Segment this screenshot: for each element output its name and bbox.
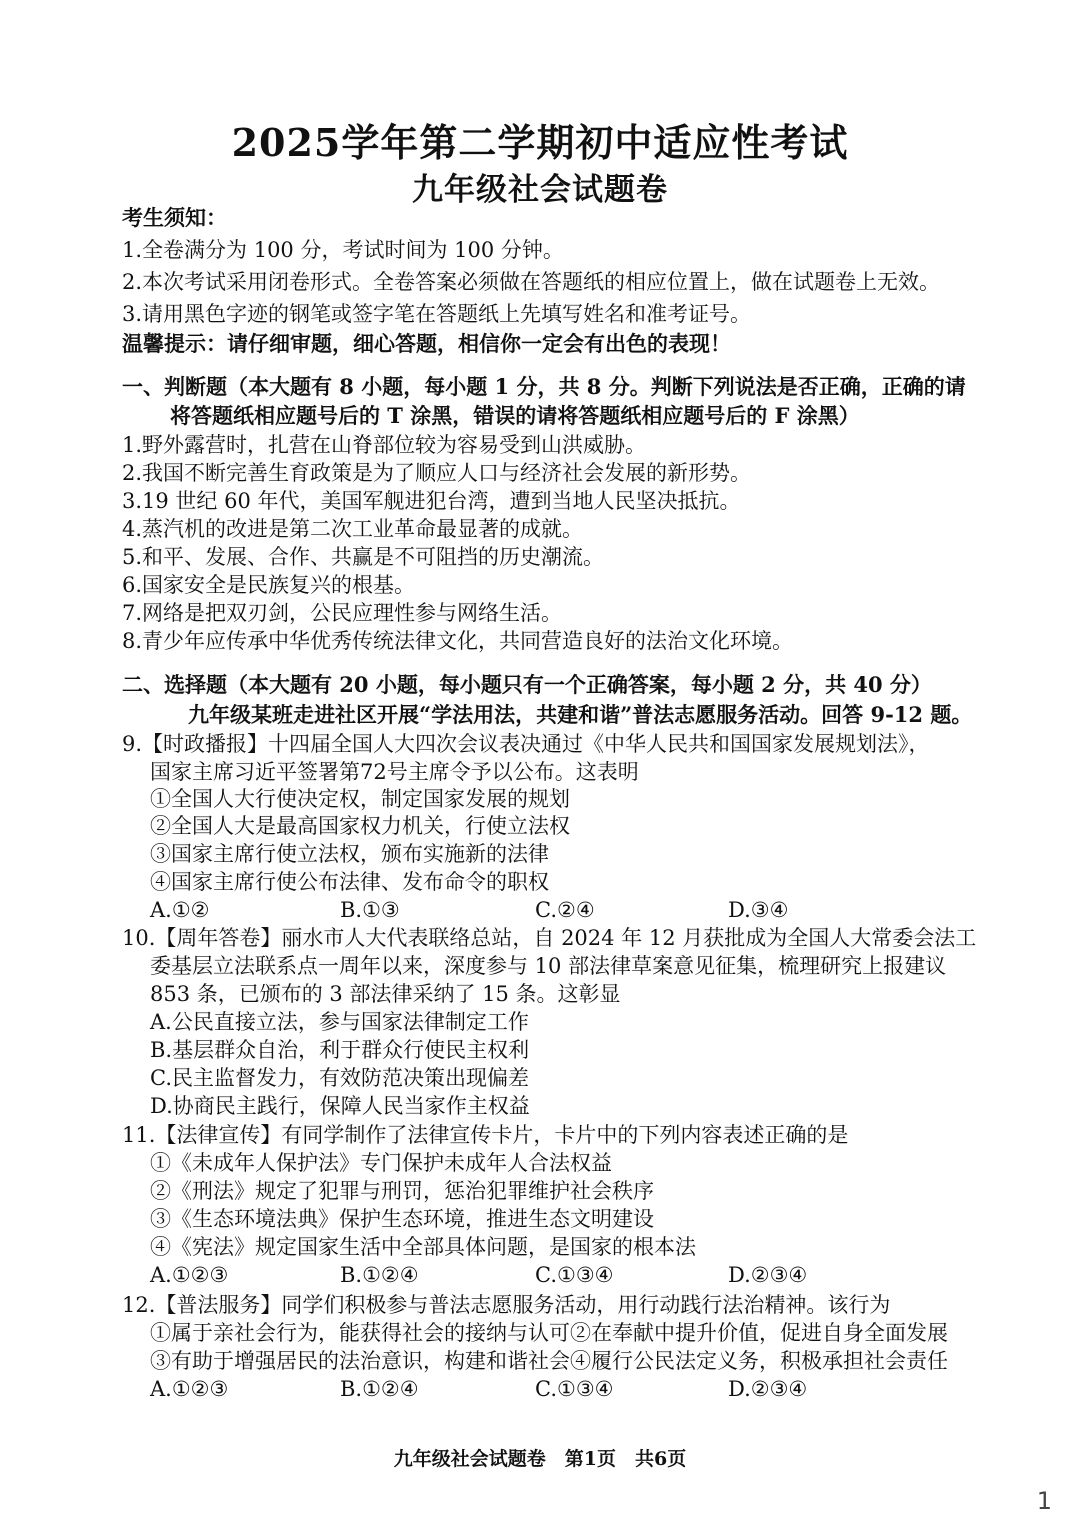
notice-item-2: 2.本次考试采用闭卷形式。全卷答案必须做在答题纸的相应位置上，做在试题卷上无效。 xyxy=(122,270,941,294)
q9-option-d: D.③④ xyxy=(728,898,789,922)
q11-option-b: B.①②④ xyxy=(340,1263,419,1287)
notice-item-3: 3.请用黑色字迹的钢笔或签字笔在答题纸上先填写姓名和准考证号。 xyxy=(122,302,752,326)
exam-title: 2025学年第二学期初中适应性考试 xyxy=(231,120,849,165)
q10-choice-c: C.民主监督发力，有效防范决策出现偏差 xyxy=(150,1066,529,1090)
notice-item-1: 1.全卷满分为 100 分，考试时间为 100 分钟。 xyxy=(122,238,564,262)
tf-item: 3.19 世纪 60 年代，美国军舰进犯台湾，遭到当地人民坚决抵抗。 xyxy=(122,489,741,513)
q11-option-c: C.①③④ xyxy=(535,1263,614,1287)
q12-option-b: B.①②④ xyxy=(340,1377,419,1401)
tf-item: 4.蒸汽机的改进是第二次工业革命最显著的成就。 xyxy=(122,517,584,541)
q12-option-c: C.①③④ xyxy=(535,1377,614,1401)
q10-stem-2: 委基层立法联系点一周年以来，深度参与 10 部法律草案意见征集，梳理研究上报建议 xyxy=(150,954,947,978)
q12-stem-1: 12.【普法服务】同学们积极参与普法志愿服务活动，用行动践行法治精神。该行为 xyxy=(122,1293,891,1317)
tf-item: 8.青少年应传承中华优秀传统法律文化，共同营造良好的法治文化环境。 xyxy=(122,629,794,653)
q9-stem-2: 国家主席习近平签署第72号主席令予以公布。这表明 xyxy=(150,760,639,784)
q9-option-b: B.①③ xyxy=(340,898,400,922)
q10-stem-1: 10.【周年答卷】丽水市人大代表联络总站，自 2024 年 12 月获批成为全国人大常委会法工 xyxy=(122,926,977,950)
q10-choice-b: B.基层群众自治，利于群众行使民主权利 xyxy=(150,1038,530,1062)
tf-item: 5.和平、发展、合作、共赢是不可阻挡的历史潮流。 xyxy=(122,545,605,569)
q11-statement: ①《未成年人保护法》专门保护未成年人合法权益 xyxy=(150,1151,612,1175)
notice-heading: 考生须知： xyxy=(122,205,227,230)
q9-statement: ④国家主席行使公布法律、发布命令的职权 xyxy=(150,870,549,894)
section2-intro: 九年级某班走进社区开展“学法用法，共建和谐”普法志愿服务活动。回答 9-12 题。 xyxy=(188,702,973,727)
q10-choice-d: D.协商民主践行，保障人民当家作主权益 xyxy=(150,1094,530,1118)
tf-item: 2.我国不断完善生育政策是为了顺应人口与经济社会发展的新形势。 xyxy=(122,461,752,485)
section1-heading-1: 一、判断题（本大题有 8 小题，每小题 1 分，共 8 分。判断下列说法是否正确，正确的请 xyxy=(122,374,966,399)
q12-option-a: A.①②③ xyxy=(150,1377,229,1401)
tf-item: 6.国家安全是民族复兴的根基。 xyxy=(122,573,416,597)
q12-option-d: D.②③④ xyxy=(728,1377,808,1401)
q11-statement: ④《宪法》规定国家生活中全部具体问题，是国家的根本法 xyxy=(150,1235,696,1259)
tf-item: 7.网络是把双刃剑，公民应理性参与网络生活。 xyxy=(122,601,563,625)
q11-statement: ③《生态环境法典》保护生态环境，推进生态文明建设 xyxy=(150,1207,654,1231)
q9-stem-1: 9.【时政播报】十四届全国人大四次会议表决通过《中华人民共和国国家发展规划法》， xyxy=(122,732,930,756)
q9-option-c: C.②④ xyxy=(535,898,595,922)
exam-subtitle: 九年级社会试题卷 xyxy=(412,172,668,208)
q9-statement: ①全国人大行使决定权，制定国家发展的规划 xyxy=(150,787,570,811)
q12-stem-3: ③有助于增强居民的法治意识，构建和谐社会④履行公民法定义务，积极承担社会责任 xyxy=(150,1349,948,1373)
q11-stem: 11.【法律宣传】有同学制作了法律宣传卡片，卡片中的下列内容表述正确的是 xyxy=(122,1123,849,1147)
q11-option-a: A.①②③ xyxy=(150,1263,229,1287)
q9-statement: ②全国人大是最高国家权力机关，行使立法权 xyxy=(150,814,570,838)
q10-stem-3: 853 条，已颁布的 3 部法律采纳了 15 条。这彰显 xyxy=(150,982,621,1006)
q9-statement: ③国家主席行使立法权，颁布实施新的法律 xyxy=(150,842,549,866)
q12-stem-2: ①属于亲社会行为，能获得社会的接纳与认可②在奉献中提升价值，促进自身全面发展 xyxy=(150,1321,948,1345)
q11-statement: ②《刑法》规定了犯罪与刑罚，惩治犯罪维护社会秩序 xyxy=(150,1179,654,1203)
tf-item: 1.野外露营时，扎营在山脊部位较为容易受到山洪威胁。 xyxy=(122,433,647,457)
page-footer: 九年级社会试题卷 第1页 共6页 xyxy=(393,1448,687,1470)
q9-option-a: A.①② xyxy=(150,898,210,922)
q11-option-d: D.②③④ xyxy=(728,1263,808,1287)
section2-heading: 二、选择题（本大题有 20 小题，每小题只有一个正确答案，每小题 2 分，共 40 分） xyxy=(122,672,932,697)
section1-heading-2: 将答题纸相应题号后的 T 涂黑，错误的请将答题纸相应题号后的 F 涂黑） xyxy=(170,403,860,428)
notice-tip: 温馨提示：请仔细审题，细心答题，相信你一定会有出色的表现！ xyxy=(122,331,731,356)
page-number: 1 xyxy=(1036,1487,1052,1515)
q10-choice-a: A.公民直接立法，参与国家法律制定工作 xyxy=(150,1010,529,1034)
